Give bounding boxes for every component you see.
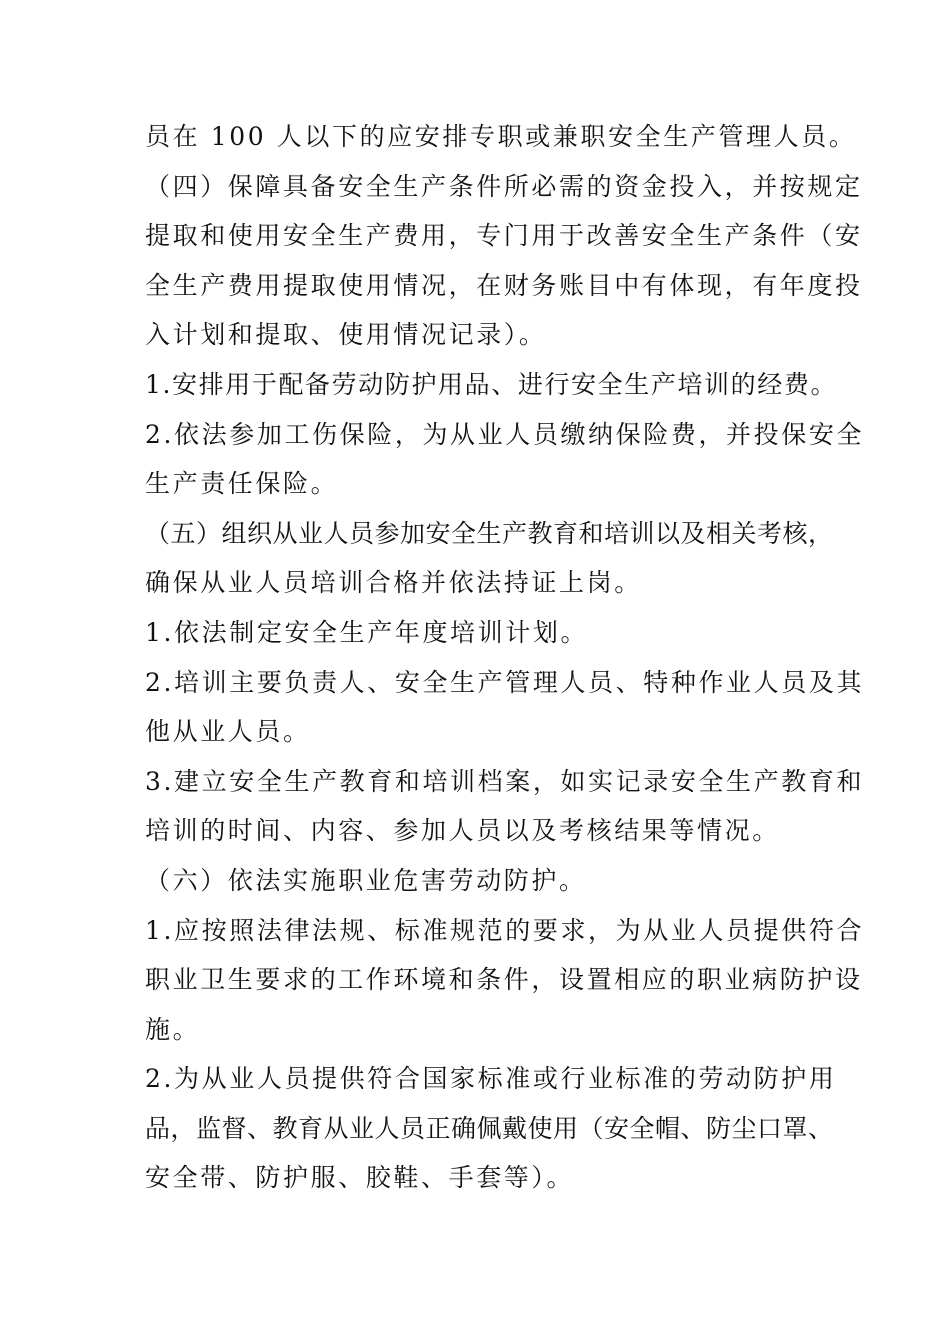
text-line: 培训的时间、内容、参加人员以及考核结果等情况。 (145, 816, 780, 846)
text-line: 员在 100 人以下的应安排专职或兼职安全生产管理人员。 (145, 122, 857, 151)
list-item: 3.建立安全生产教育和培训档案，如实记录安全生产教育和 (145, 766, 865, 796)
list-item: 1.依法制定安全生产年度培训计划。 (145, 617, 589, 647)
text-line: 施。 (145, 1014, 201, 1044)
text-line: 生产责任保险。 (145, 469, 339, 499)
list-item: 1.应按照法律法规、标准规范的要求，为从业人员提供符合 (145, 915, 865, 945)
text-line: 安全带、防护服、胶鞋、手套等）。 (145, 1163, 575, 1193)
list-item: 2.依法参加工伤保险，为从业人员缴纳保险费，并投保安全 (145, 419, 865, 449)
list-item: 2.培训主要负责人、安全生产管理人员、特种作业人员及其 (145, 667, 865, 697)
text-line: 全生产费用提取使用情况，在财务账目中有体现，有年度投 (145, 270, 863, 300)
section-heading: （五）组织从业人员参加安全生产教育和培训以及相关考核， (145, 518, 834, 548)
text-line: 职业卫生要求的工作环境和条件，设置相应的职业病防护设 (145, 965, 863, 995)
list-item: 2.为从业人员提供符合国家标准或行业标准的劳动防护用 (145, 1064, 837, 1094)
section-heading: （四）保障具备安全生产条件所必需的资金投入，并按规定 (145, 171, 863, 201)
document-body (145, 112, 865, 1203)
list-item: 1.安排用于配备劳动防护用品、进行安全生产培训的经费。 (145, 369, 838, 399)
text-line: 品，监督、教育从业人员正确佩戴使用（安全帽、防尘口罩、 (145, 1113, 834, 1143)
text-line: 他从业人员。 (145, 717, 311, 747)
text-line: 提取和使用安全生产费用，专门用于改善安全生产条件（安 (145, 221, 863, 251)
text-line: 入计划和提取、使用情况记录）。 (145, 320, 547, 350)
section-heading: （六）依法实施职业危害劳动防护。 (145, 865, 587, 895)
text-line: 确保从业人员培训合格并依法持证上岗。 (145, 568, 642, 598)
